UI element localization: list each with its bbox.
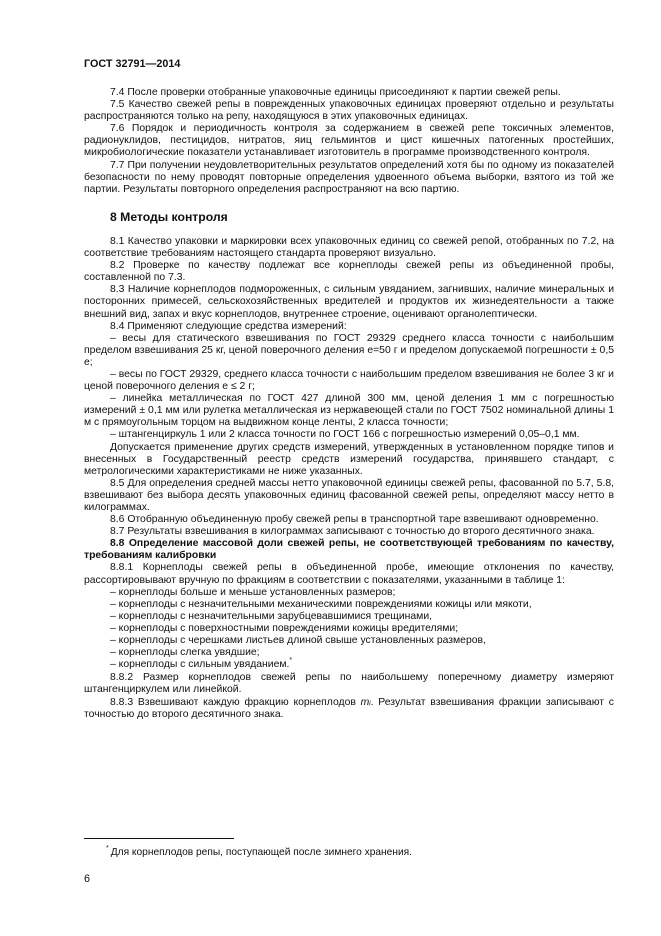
instrument-item: – весы для статического взвешивания по ГОСТ 29329 среднего класса точности с наибольшим пределом взвешивания 25 кг, ценой поверочного деления е=50 г и пределом допускаемой погрешности ± 0,5 е; xyxy=(84,332,614,368)
page-number: 6 xyxy=(84,873,91,885)
fraction-item: – корнеплоды больше и меньше установленных размеров; xyxy=(110,586,396,598)
paragraph-7-7: 7.7 При получении неудовлетворительных результатов определений хотя бы по одному из показателей безопасности по нему проводят повторные определения удвоенного объема выборки, взятого из той же партии. Результаты повторного определения распространяют на всю партию. xyxy=(84,159,614,195)
paragraph-8-2: 8.2 Проверке по качеству подлежат все корнеплоды свежей репы из объединенной пробы, составленной по 7.3. xyxy=(84,260,614,284)
footnote-text: Для корнеплодов репы, поступающей после зимнего хранения. xyxy=(110,847,412,858)
paragraph-8-8-1: 8.8.1 Корнеплоды свежей репы в объединенной пробе, имеющие отклонения по качеству, рассортировывают вручную по фракциям в соответствии с показателями, указанными в таблице 1: xyxy=(84,562,614,586)
footnote-reference: * xyxy=(289,657,293,665)
fraction-item: – корнеплоды с незначительными зарубцевавшимися трещинами, xyxy=(110,610,433,622)
paragraph-7-5: 7.5 Качество свежей репы в поврежденных упаковочных единицах проверяют отдельно и результаты распространяются только на репу, находящуюся в этих упаковочных единицах. xyxy=(84,99,614,123)
paragraph-instruments-note: Допускается применение других средств измерений, утвержденных в установленном порядке типов и внесенных в Государственный реестр средств измерений государства, принявшего стандарт, с метрологическими характеристиками не ниже указанных. xyxy=(84,441,614,477)
fraction-item: – корнеплоды с черешками листьев длиной свыше установленных размеров, xyxy=(110,635,486,647)
instrument-item: – линейка металлическая по ГОСТ 427 длиной 300 мм, ценой деления 1 мм с погрешностью измерений ± 0,1 мм или рулетка металлическая из нержавеющей стали по ГОСТ 7502 номинальной длины 1 м с прямоугольным торцом на выдвижном конце ленты, 2 класса точности; xyxy=(84,393,614,429)
instrument-item: – весы по ГОСТ 29329, среднего класса точности с наибольшим пределом взвешивания не более 3 кг и ценой поверочного деления е ≤ 2 г; xyxy=(84,368,614,393)
footnote-marker: * xyxy=(106,845,109,852)
footnote-separator xyxy=(84,838,234,839)
fraction-item: – корнеплоды слегка увядшие; xyxy=(110,647,260,659)
paragraph-8-8-3-start: 8.8.3 Взвешивают каждую фракцию корнеплодов xyxy=(110,696,356,708)
paragraph-8-7: 8.7 Результаты взвешивания в килограммах записывают с точностью до второго десятичного знака. xyxy=(110,526,595,538)
paragraph-8-8-3 xyxy=(84,697,614,721)
paragraph-7-4: 7.4 После проверки отобранные упаковочные единицы присоединяют к партии свежей репы. xyxy=(110,87,561,98)
fraction-mass-variable: mᵢ xyxy=(360,696,371,708)
paragraph-8-3: 8.3 Наличие корнеплодов подмороженных, с сильным увяданием, загнивших, наличие минеральных и посторонних примесей, сельскохозяйственных вредителей и продуктов их жизнедеятельности а также внешний вид, запах и вкус корнеплодов, внутреннее строение, оценивают органолептически. xyxy=(84,284,614,320)
paragraph-7-6: 7.6 Порядок и периодичность контроля за содержанием в свежей репе токсичных элементов, радионуклидов, пестицидов, нитратов, яиц гельминтов и цист кишечных патогенных простейших, микробиологические показатели устанавливает изготовитель в программе производственного контроля. xyxy=(84,123,614,159)
document-header: ГОСТ 32791—2014 xyxy=(84,58,181,70)
paragraph-8-6: 8.6 Отобранную объединенную пробу свежей репы в транспортной таре взвешивают одновременно. xyxy=(110,514,599,526)
fraction-item-text: – корнеплоды с сильным увяданием. xyxy=(110,659,290,671)
instrument-item: – штангенциркуль 1 или 2 класса точности по ГОСТ 166 с погрешностью измерений 0,05–0,1 мм. xyxy=(110,429,580,441)
paragraph-8-8-3-end: . Результат взвешивания фракции записывают с точностью до второго десятичного знака. xyxy=(84,696,614,720)
footnote xyxy=(106,847,412,860)
paragraph-8-5: 8.5 Для определения средней массы нетто упаковочной единицы свежей репы, фасованной по 5.7, 5.8, взвешивают без выбора десять упаковочных единиц фасованной свежей репы, определяют массу нетто в килограммах. xyxy=(84,477,614,513)
section-8-title: 8 Методы контроля xyxy=(110,209,228,224)
main-content xyxy=(84,87,614,721)
fraction-item: – корнеплоды с незначительными механическими повреждениями кожицы или мякоти, xyxy=(110,598,532,610)
paragraph-8-1: 8.1 Качество упаковки и маркировки всех упаковочных единиц со свежей репой, отобранных по 7.2, на соответствие требованиям настоящего стандарта проверяют визуально. xyxy=(84,235,614,260)
paragraph-8-8-2: 8.8.2 Размер корнеплодов свежей репы по наибольшему поперечному диаметру измеряют штангенциркулем или линейкой. xyxy=(84,672,614,696)
fraction-item: – корнеплоды с поверхностными повреждениями кожицы вредителями; xyxy=(110,622,459,634)
paragraph-8-4: 8.4 Применяют следующие средства измерений: xyxy=(110,320,347,332)
section-8-8-title: 8.8 Определение массовой доли свежей репы, не соответствующей требованиям по качеству, требованиям калибровки xyxy=(84,538,614,562)
fraction-item-with-footnote xyxy=(84,659,614,672)
